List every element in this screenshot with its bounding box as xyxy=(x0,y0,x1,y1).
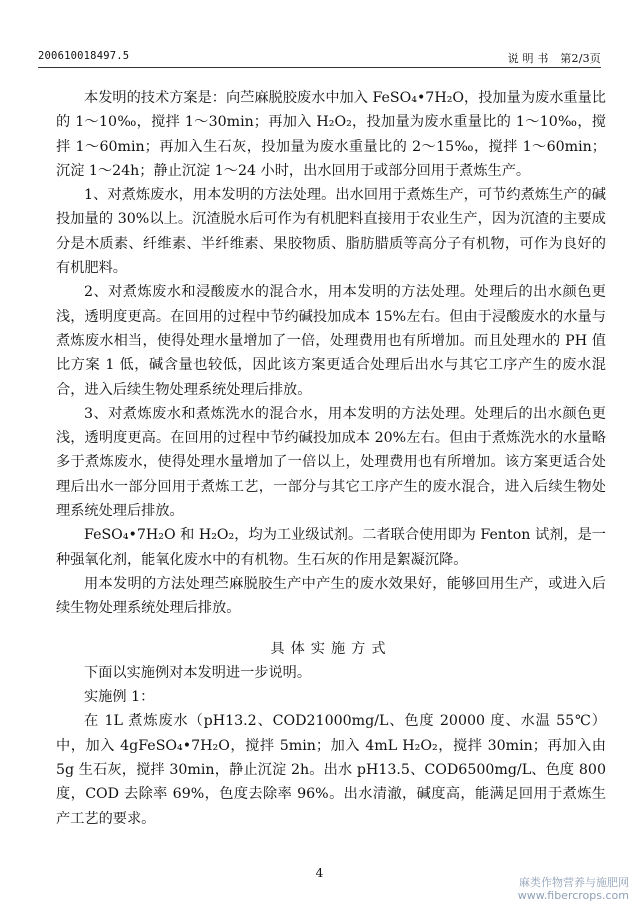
document-type: 说 明 书 xyxy=(507,52,549,65)
example-heading: 实施例 1： xyxy=(84,689,155,706)
paragraph: 1、对煮炼废水，用本发明的方法处理。出水回用于煮炼生产，可节约煮炼生产的碱投加量的 30%以上。沉渣脱水后可作为有机肥料直接用于农业生产，因为沉渣的主要成分是木质素、纤维素、半纤维素、果胶物质、脂肪腊质等高分子有机物，可作为良好的有机肥料。 xyxy=(56,187,606,277)
header-right xyxy=(500,50,601,66)
paragraph: 3、对煮炼废水和煮炼洗水的混合水，用本发明的方法处理。处理后的出水颜色更浅，透明度更高。在回用的过程中节约碱投加成本 20%左右。但由于煮炼洗水的水量略多于煮炼废水，使得处理水量增加了一倍以上，处理费用也有所增加。该方案更适合处理后出水一部分回用于煮炼工艺，一部分与其它工序产生的废水混合，进入后续生物处理系统处理后排放。 xyxy=(56,405,606,520)
page-number: 4 xyxy=(315,866,324,880)
watermark xyxy=(518,876,629,902)
document-number: 200610018497.5 xyxy=(38,50,130,62)
paragraph: 2、对煮炼废水和浸酸废水的混合水，用本发明的方法处理。处理后的出水颜色更浅，透明度更高。在回用的过程中节约碱投加成本 15%左右。但由于浸酸废水的水量与煮炼废水相当，使得处理水量增加了一倍，处理费用也有所增加。而且处理水的 PH 值比方案 1 低，碱含量也较低，因此该方案更适合处理后出水与其它工序产生的废水混合，进入后续生物处理系统处理后排放。 xyxy=(56,284,606,398)
watermark-line: 麻类作物营养与施肥网 xyxy=(519,876,629,889)
watermark-url: www.fibercrops.com xyxy=(517,889,629,902)
section-title: 具体实施方式 xyxy=(270,640,392,657)
page-info: 第2/3页 xyxy=(560,52,601,65)
paragraph: 下面以实施例对本发明进一步说明。 xyxy=(84,664,312,681)
paragraph: 本发明的技术方案是：向苎麻脱胶废水中加入 FeSO₄•7H₂O，投加量为废水重量比的 1～10‰，搅拌 1～30min；再加入 H₂O₂，投加量为废水重量比的 1～10‰，搅拌 1～60min；再加入生石灰，投加量为废水重量比的 2～15‰，搅拌 1～60min；沉淀 1～24h；静止沉淀 1～24 小时，出水回用于或部分回用于煮炼生产。 xyxy=(56,90,606,179)
paragraph: FeSO₄•7H₂O 和 H₂O₂，均为工业级试剂。二者联合使用即为 Fenton 试剂，是一种强氧化剂，能氧化废水中的有机物。生石灰的作用是絮凝沉降。 xyxy=(56,527,606,568)
paragraph: 在 1L 煮炼废水（pH13.2、COD21000mg/L、色度 20000 度、水温 55℃）中，加入 4gFeSO₄•7H₂O，搅拌 5min；加入 4mL H₂O₂，搅拌 30min；再加入由 5g 生石灰，搅拌 30min，静止沉淀 2h。出水 pH13.5、COD6500mg/L、色度 800 度，COD 去除率 69%，色度去除率 96%。出水清澈，碱度高，能满足回用于煮炼生产工艺的要求。 xyxy=(56,713,606,827)
document-body xyxy=(56,86,606,831)
paragraph: 用本发明的方法处理苎麻脱胶生产中产生的废水效果好，能够回用生产，或进入后续生物处理系统处理后排放。 xyxy=(56,575,606,617)
header-rule xyxy=(38,67,601,68)
